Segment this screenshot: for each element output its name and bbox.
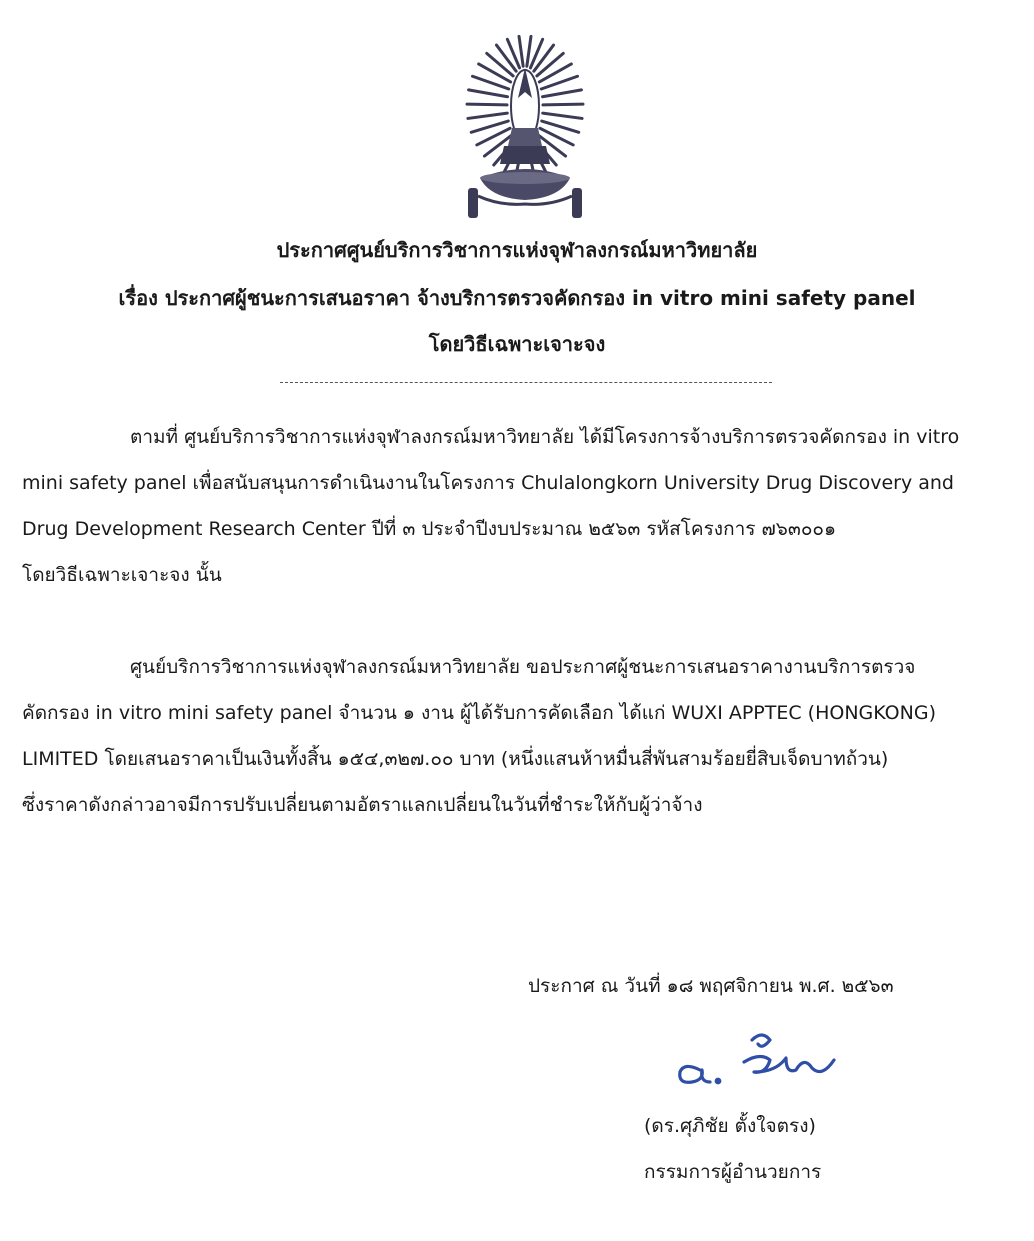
signature-icon [670, 1026, 850, 1096]
announcement-subject: เรื่อง ประกาศผู้ชนะการเสนอราคา จ้างบริการตรวจคัดกรอง in vitro mini safety panel [118, 286, 916, 310]
paragraph-line: ซึ่งราคาดังกล่าวอาจมีการปรับเปลี่ยนตามอัตราแลกเปลี่ยนในวันที่ชำระให้กับผู้ว่าจ้าง [22, 794, 703, 816]
emblem-ray [543, 113, 582, 118]
emblem-ray [519, 36, 523, 66]
emblem-ray [477, 128, 510, 145]
announcement-title: ประกาศศูนย์บริการวิชาการแห่งจุฬาลงกรณ์มหาวิทยาลัย [276, 238, 758, 262]
announcement-date: ประกาศ ณ วันที่ ๑๘ พฤศจิกายน พ.ศ. ๒๕๖๓ [528, 975, 894, 997]
emblem-ray [468, 113, 507, 118]
paragraph-line: โดยวิธีเฉพาะเจาะจง นั้น [22, 564, 222, 586]
paragraph-line: LIMITED โดยเสนอราคาเป็นเงินทั้งสิ้น ๑๕๔,๓๒๗.๐๐ บาท (หนึ่งแสนห้าหมื่นสี่พันสามร้อยยี่สิบเจ็ดบาทถ้วน) [22, 748, 889, 770]
paragraph-line: Drug Development Research Center ปีที่ ๓ ประจำปีงบประมาณ ๒๕๖๓ รหัสโครงการ ๗๖๓๐๐๑ [22, 518, 837, 540]
emblem-ray [537, 53, 563, 76]
university-emblem-icon [460, 28, 590, 224]
heading-divider [280, 382, 772, 383]
emblem-ray [543, 90, 582, 97]
emblem-ray [543, 104, 583, 105]
emblem-ray [467, 104, 507, 105]
paragraph-winner-announcement [22, 644, 1007, 828]
paragraph-line: คัดกรอง in vitro mini safety panel จำนวน ๑ งาน ผู้ได้รับการคัดเลือก ได้แก่ WUXI APPTEC (HONGKONG) [22, 702, 936, 724]
signer-name: (ดร.ศุภิชัย ตั้งใจตรง) [644, 1115, 816, 1137]
paragraph-line: mini safety panel เพื่อสนับสนุนการดำเนินงานในโครงการ Chulalongkorn University Drug Discovery and [22, 472, 954, 494]
paragraph-line: ศูนย์บริการวิชาการแห่งจุฬาลงกรณ์มหาวิทยาลัย ขอประกาศผู้ชนะการเสนอราคางานบริการตรวจ [130, 656, 916, 678]
emblem-ray [534, 45, 554, 71]
procurement-method: โดยวิธีเฉพาะเจาะจง [428, 332, 606, 356]
emblem-ray [487, 53, 513, 76]
emblem-ray [540, 128, 573, 145]
emblem-ray [496, 45, 516, 71]
emblem-ray [469, 90, 508, 97]
signer-position: กรรมการผู้อำนวยการ [644, 1161, 822, 1183]
paragraph-line: ตามที่ ศูนย์บริการวิชาการแห่งจุฬาลงกรณ์มหาวิทยาลัย ได้มีโครงการจ้างบริการตรวจคัดกรอง in vitro [130, 426, 960, 448]
paragraph-project-background [22, 414, 1007, 598]
emblem-ray [527, 36, 531, 66]
